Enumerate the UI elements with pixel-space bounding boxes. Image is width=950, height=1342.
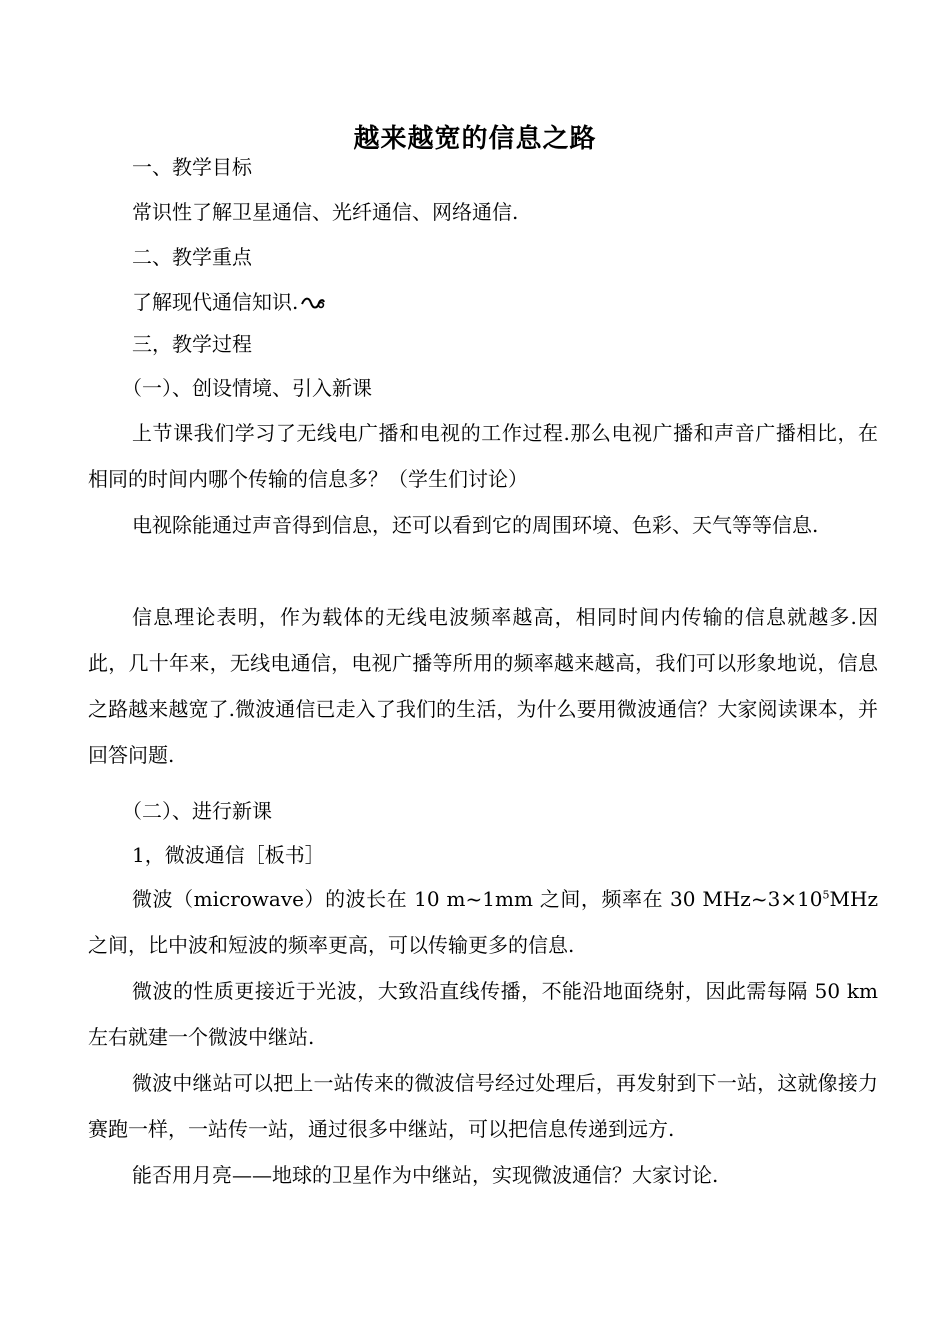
item-heading-microwave: 1，微波通信［板书］ <box>132 843 325 867</box>
page-title: 越来越宽的信息之路 <box>353 124 597 154</box>
objectives-text: 常识性了解卫星通信、光纤通信、网络通信. <box>132 200 519 224</box>
section-heading-focus: 二、教学重点 <box>132 245 252 269</box>
paragraph-7: 能否用月亮——地球的卫星作为中继站，实现微波通信？大家讨论. <box>132 1163 719 1187</box>
squiggle-icon <box>300 289 326 319</box>
exponent: 5 <box>822 888 830 902</box>
paragraph-2: 电视除能通过声音得到信息，还可以看到它的周围环境、色彩、天气等等信息. <box>132 513 819 537</box>
subsection-heading-new-lesson: （二）、进行新课 <box>122 799 272 823</box>
paragraph-4 <box>88 876 878 968</box>
paragraph-6: 微波中继站可以把上一站传来的微波信号经过处理后，再发射到下一站，这就像接力赛跑一样，一站传一站，通过很多中继站，可以把信息传递到远方. <box>88 1071 878 1141</box>
section-heading-process: 三，教学过程 <box>132 332 252 356</box>
paragraph-1: 上节课我们学习了无线电广播和电视的工作过程.那么电视广播和声音广播相比，在相同的时间内哪个传输的信息多？（学生们讨论） <box>88 421 878 491</box>
paragraph-3: 信息理论表明，作为载体的无线电波频率越高，相同时间内传输的信息就越多.因此，几十年来，无线电通信，电视广播等所用的频率越来越高，我们可以形象地说，信息之路越来越宽了.微波通信已走入了我们的生活，为什么要用微波通信？大家阅读课本，并回答问题. <box>88 605 878 767</box>
paragraph-4-part2: MHz 之间，比中波和短波的频率更高，可以传输更多的信息. <box>88 887 878 957</box>
section-heading-objectives: 一、教学目标 <box>132 155 252 179</box>
subsection-heading-intro: （一）、创设情境、引入新课 <box>122 376 372 400</box>
paragraph-5: 微波的性质更接近于光波，大致沿直线传播，不能沿地面绕射，因此需每隔 50 km 左右就建一个微波中继站. <box>88 979 878 1049</box>
paragraph-4-part1: 微波（microwave）的波长在 10 m~1mm 之间，频率在 30 MHz~3×10 <box>132 887 823 911</box>
focus-text: 了解现代通信知识. <box>132 290 299 314</box>
focus-line <box>132 287 326 319</box>
